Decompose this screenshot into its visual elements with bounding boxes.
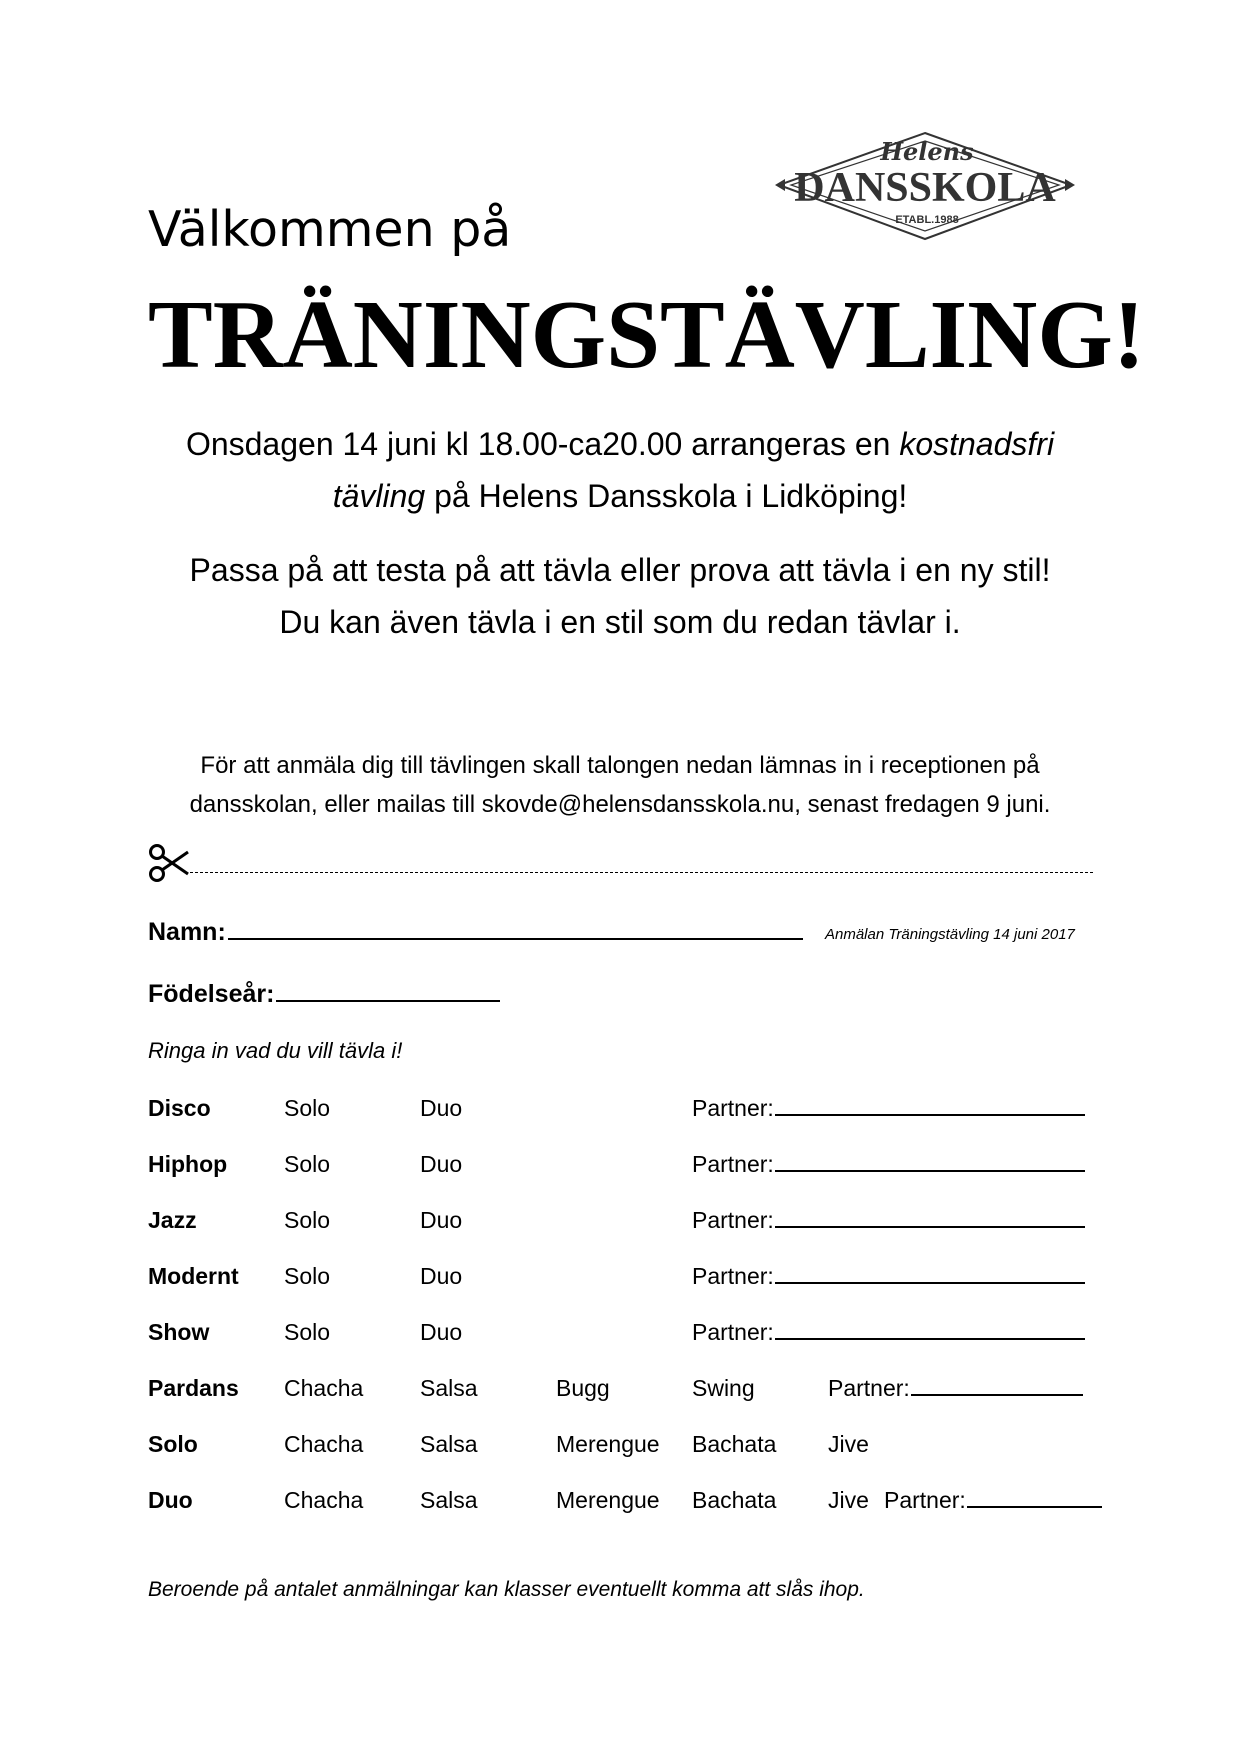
partner-line[interactable]	[775, 1260, 1085, 1284]
dance-option[interactable]: Duo	[420, 1207, 463, 1233]
dance-row	[148, 1482, 1098, 1518]
dance-option[interactable]: Salsa	[420, 1431, 478, 1457]
dance-option[interactable]: Bachata	[692, 1487, 777, 1513]
birth-year-line[interactable]	[276, 980, 500, 1002]
intro-p2-line1: Passa på att testa på att tävla eller prova att tävla i en ny stil!	[189, 552, 1051, 588]
dance-option[interactable]: Duo	[420, 1319, 463, 1345]
dance-category: Hiphop	[148, 1151, 228, 1177]
birth-year-field[interactable]	[148, 980, 500, 1009]
form-instruction: Ringa in vad du vill tävla i!	[148, 1038, 403, 1063]
dance-option[interactable]: Chacha	[284, 1375, 364, 1401]
info-line-1: För att anmäla dig till tävlingen skall talongen nedan lämnas in i receptionen på	[200, 752, 1040, 779]
dance-option[interactable]: Solo	[284, 1263, 331, 1289]
dansskola-logo	[775, 127, 1075, 244]
dance-row	[148, 1314, 1098, 1350]
dance-row	[148, 1426, 1098, 1462]
intro-paragraph-2	[140, 544, 1100, 648]
dance-option[interactable]: Salsa	[420, 1375, 478, 1401]
partner-line[interactable]	[775, 1092, 1085, 1116]
logo-script-text: Helens	[880, 137, 974, 166]
intro-text	[140, 418, 1100, 648]
logo-main-text: DANSSKOLA	[794, 165, 1056, 211]
dance-category: Jazz	[148, 1207, 197, 1233]
dance-row	[148, 1146, 1098, 1182]
dance-option[interactable]: Bachata	[692, 1431, 777, 1457]
dance-option[interactable]: Duo	[420, 1151, 463, 1177]
intro-p1-end: på Helens Dansskola i Lidköping!	[425, 478, 908, 514]
footnote: Beroende på antalet anmälningar kan klasser eventuellt komma att slås ihop.	[148, 1578, 865, 1601]
partner-field[interactable]	[884, 1482, 1102, 1518]
partner-label: Partner:	[692, 1263, 774, 1289]
dance-row	[148, 1258, 1098, 1294]
dance-option[interactable]: Solo	[284, 1207, 331, 1233]
birth-year-label: Födelseår:	[148, 980, 275, 1008]
dance-option[interactable]: Solo	[284, 1151, 331, 1177]
dance-option[interactable]: Salsa	[420, 1487, 478, 1513]
partner-field[interactable]	[692, 1202, 1085, 1238]
dance-option[interactable]: Solo	[284, 1095, 331, 1121]
registration-info	[140, 746, 1100, 824]
partner-label: Partner:	[692, 1207, 774, 1233]
dance-category: Show	[148, 1319, 210, 1345]
dance-row	[148, 1202, 1098, 1238]
partner-label: Partner:	[692, 1319, 774, 1345]
partner-label: Partner:	[692, 1095, 774, 1121]
partner-label: Partner:	[884, 1487, 966, 1513]
partner-line[interactable]	[775, 1204, 1085, 1228]
partner-line[interactable]	[967, 1484, 1102, 1508]
dance-row	[148, 1370, 1098, 1406]
dance-option[interactable]: Jive	[828, 1431, 869, 1457]
partner-line[interactable]	[775, 1316, 1085, 1340]
cut-line	[148, 843, 1093, 883]
intro-paragraph-1	[140, 418, 1100, 522]
name-line[interactable]	[228, 918, 803, 940]
dance-option[interactable]: Duo	[420, 1095, 463, 1121]
partner-field[interactable]	[692, 1090, 1085, 1126]
dance-category: Disco	[148, 1095, 211, 1121]
name-label: Namn:	[148, 918, 226, 946]
headline: TRÄNINGSTÄVLING!	[148, 281, 1146, 388]
dance-category: Solo	[148, 1431, 198, 1457]
name-field[interactable]	[148, 918, 803, 947]
dance-option[interactable]: Chacha	[284, 1431, 364, 1457]
dance-option[interactable]: Merengue	[556, 1487, 660, 1513]
partner-line[interactable]	[775, 1148, 1085, 1172]
dance-option[interactable]: Chacha	[284, 1487, 364, 1513]
partner-field[interactable]	[692, 1146, 1085, 1182]
dance-option[interactable]: Merengue	[556, 1431, 660, 1457]
dance-category: Pardans	[148, 1375, 239, 1401]
intro-p1-start: Onsdagen 14 juni kl 18.00-ca20.00 arrangeras en	[185, 426, 900, 462]
dance-option[interactable]: Duo	[420, 1263, 463, 1289]
partner-field[interactable]	[692, 1258, 1085, 1294]
dance-row	[148, 1090, 1098, 1126]
logo-sub-text: ETABL.1988	[895, 214, 959, 226]
dance-category: Modernt	[148, 1263, 239, 1289]
intro-p1-italic: kostnadsfri tävling	[332, 426, 1055, 514]
dance-option[interactable]: Jive	[828, 1487, 869, 1513]
partner-label: Partner:	[692, 1151, 774, 1177]
dance-option[interactable]: Swing	[692, 1375, 755, 1401]
intro-p2-line2: Du kan även tävla i en stil som du redan tävlar i.	[279, 604, 961, 640]
dance-option[interactable]: Solo	[284, 1319, 331, 1345]
form-note: Anmälan Träningstävling 14 juni 2017	[825, 926, 1075, 943]
scissors-icon	[148, 843, 190, 883]
dance-option[interactable]: Bugg	[556, 1375, 610, 1401]
dance-category: Duo	[148, 1487, 193, 1513]
partner-field[interactable]	[692, 1314, 1085, 1350]
info-line-2: dansskolan, eller mailas till skovde@helensdansskola.nu, senast fredagen 9 juni.	[189, 791, 1051, 818]
welcome-text: Välkommen på	[148, 201, 512, 258]
partner-field[interactable]	[828, 1370, 1083, 1406]
partner-line[interactable]	[911, 1372, 1083, 1396]
cut-dash-line	[190, 872, 1093, 873]
partner-label: Partner:	[828, 1375, 910, 1401]
